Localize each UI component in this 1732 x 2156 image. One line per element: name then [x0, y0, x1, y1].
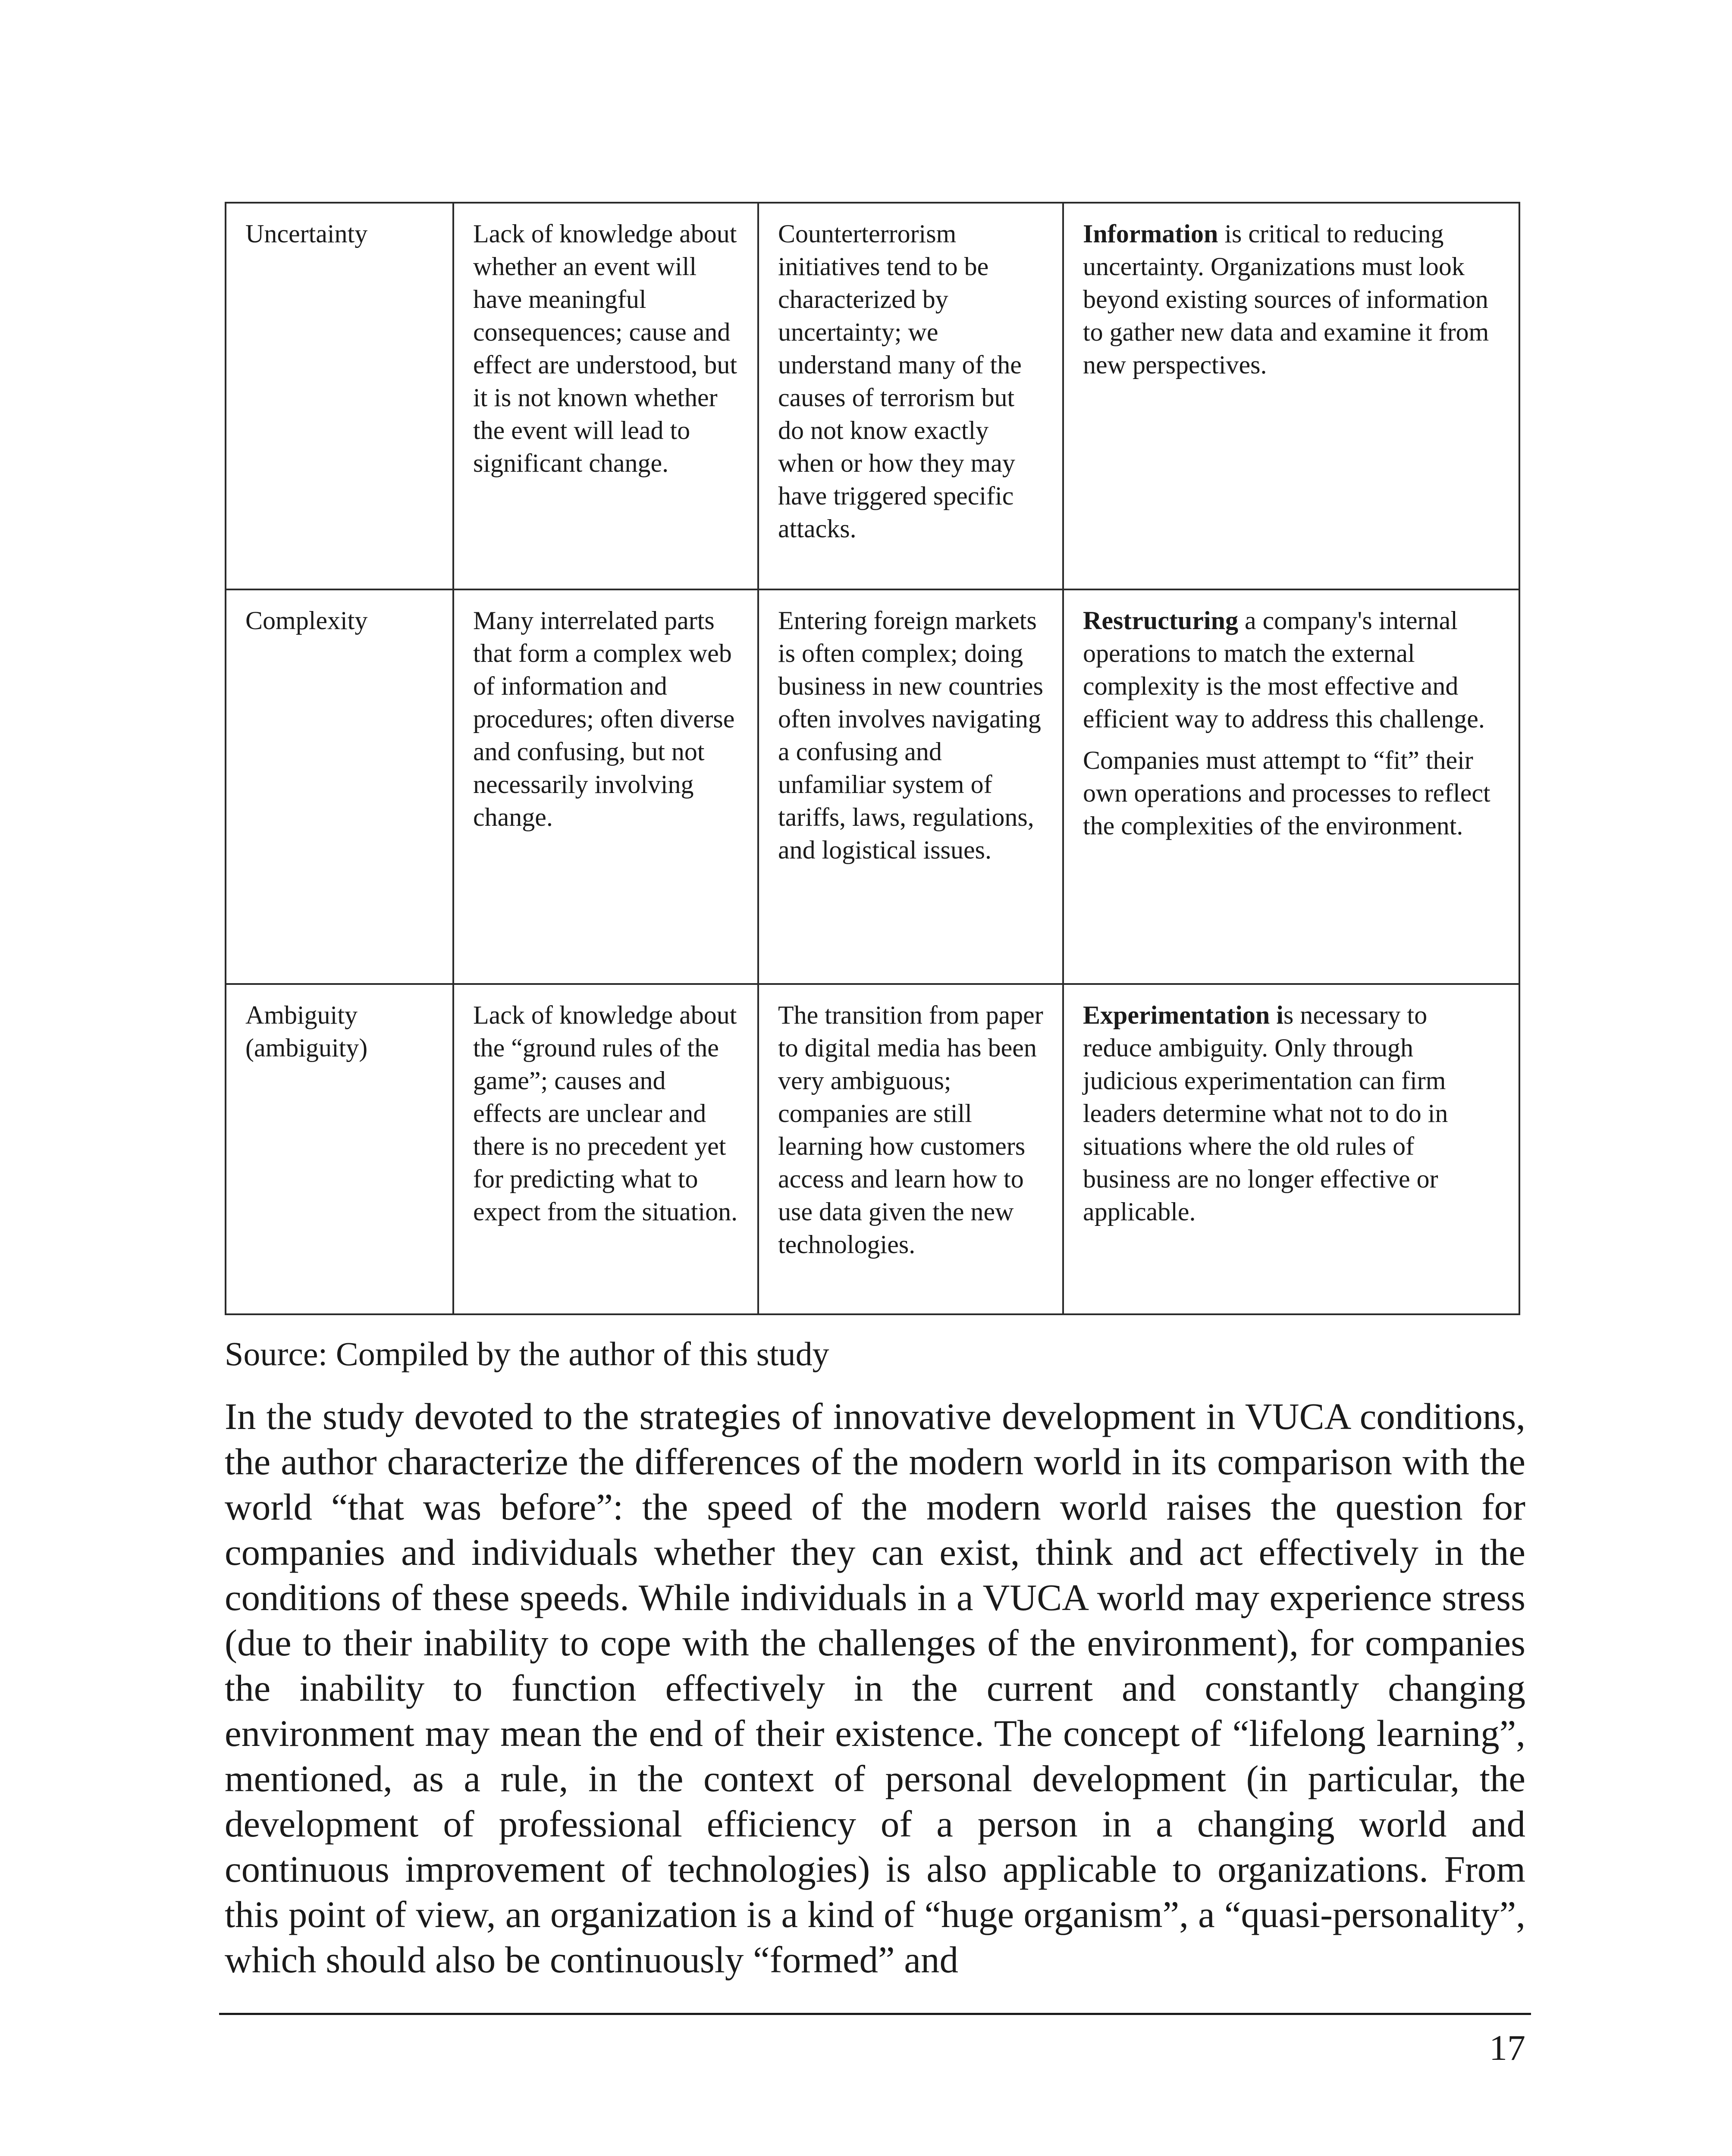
- footer-divider: [219, 2013, 1531, 2015]
- body-paragraph: In the study devoted to the strategies of innovative development in VUCA conditions, the author characterize the differences of the modern world in its comparison with the world “that was before”: the speed of the modern world raises the question for companies and individuals whether they can exist, think and act effectively in the conditions of these speeds. While individuals in a VUCA world may experience stress (due to their inability to cope with the challenges of the environment), for companies the inability to function effectively in the current and constantly changing environment may mean the end of their existence. The concept of “lifelong learning”, mentioned, as a rule, in the context of personal development (in particular, the development of professional efficiency of a person in a changing world and continuous improvement of technologies) is also applicable to organizations. From this point of view, an organization is a kind of “huge organism”, a “quasi-personality”, which should also be continuously “formed” and: [225, 1395, 1525, 1981]
- approach-description: s necessary to reduce ambiguity. Only through judicious experimentation can firm leaders determine what not to do in situations where the old rules of business are no longer effective or applicable.: [1083, 1001, 1448, 1226]
- table-row: [226, 984, 1519, 1314]
- table-row: [226, 589, 1519, 984]
- approach-keyword: Restructuring: [1083, 606, 1238, 635]
- approach-text: [1083, 217, 1501, 381]
- approach-text: [1083, 604, 1501, 735]
- approach-keyword: Experimentation i: [1083, 1001, 1283, 1029]
- vuca-table: [225, 202, 1520, 1315]
- table-row: [226, 203, 1519, 589]
- approach-cell: [1063, 589, 1519, 984]
- approach-cell: [1063, 984, 1519, 1314]
- approach-description: a company's internal operations to match the external complexity is the most effective and efficient way to address this challenge.: [1083, 606, 1485, 733]
- page-number: 17: [1489, 2028, 1525, 2068]
- approach-keyword: Information: [1083, 219, 1218, 248]
- approach-description: is critical to reducing uncertainty. Organizations must look beyond existing sources of information to gather new data and examine it from new perspectives.: [1083, 219, 1489, 379]
- approach-text-secondary: Companies must attempt to “fit” their own operations and processes to reflect the complexities of the environment.: [1083, 746, 1490, 840]
- term-cell: Ambiguity (ambiguity): [226, 984, 453, 1314]
- example-cell: Counterterrorism initiatives tend to be characterized by uncertainty; we understand many of the causes of terrorism but do not know exactly when or how they may have triggered specific attacks.: [758, 203, 1063, 589]
- example-cell: The transition from paper to digital media has been very ambiguous; companies are still learning how customers access and learn how to use data given the new technologies.: [758, 984, 1063, 1314]
- approach-text: [1083, 999, 1501, 1228]
- definition-cell: Lack of knowledge about the “ground rules of the game”; causes and effects are unclear and there is no precedent yet for predicting what to expect from the situation.: [453, 984, 758, 1314]
- table-source-caption: Source: Compiled by the author of this study: [225, 1335, 829, 1373]
- term-cell: Uncertainty: [226, 203, 453, 589]
- definition-cell: Many interrelated parts that form a complex web of information and procedures; often diverse and confusing, but not necessarily involving change.: [453, 589, 758, 984]
- approach-cell: [1063, 203, 1519, 589]
- example-cell: Entering foreign markets is often complex; doing business in new countries often involves navigating a confusing and unfamiliar system of tariffs, laws, regulations, and logistical issues.: [758, 589, 1063, 984]
- definition-cell: Lack of knowledge about whether an event will have meaningful consequences; cause and effect are understood, but it is not known whether the event will lead to significant change.: [453, 203, 758, 589]
- term-cell: Complexity: [226, 589, 453, 984]
